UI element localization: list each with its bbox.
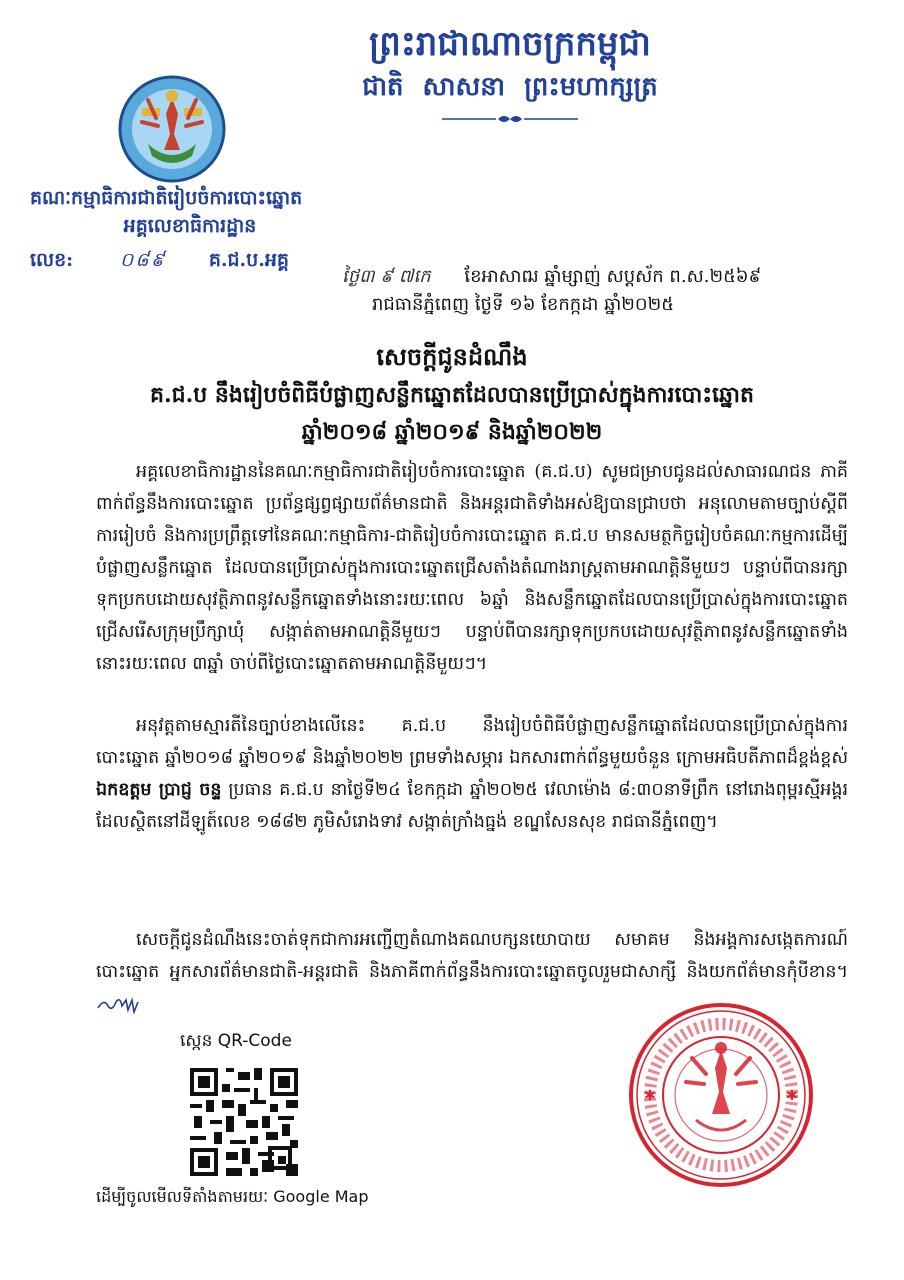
- document-subject-line-1: គ.ជ.ប នឹងរៀបចំពិធីបំផ្លាញសន្លឹកឆ្នោតដែលបានប្រើប្រាស់ក្នុងការបោះឆ្នោត: [150, 382, 754, 408]
- google-map-label: ដើម្បីចូលមើលទីតាំងតាមរយៈ Google Map: [96, 1187, 369, 1206]
- lunar-date: [342, 264, 842, 291]
- ornament-divider: [440, 112, 580, 126]
- lunar-date-text: ខែអាសាឍ ឆ្នាំម្សាញ់ សប្តស័ក ព.ស.២៥៦៩: [464, 266, 762, 287]
- qr-scan-label: ស្កេន QR-Code: [180, 1031, 292, 1051]
- document-subject-line-2: ឆ្នាំ២០១៨ ឆ្នាំ២០១៩ និងឆ្នាំ២០២២: [301, 419, 603, 445]
- paragraph-3-text: សេចក្តីជូនដំណឹងនេះចាត់ទុកជាការអញ្ជើញតំណាងគណបក្សនយោបាយ សមាគម និងអង្គការសង្កេតការណ៍បោះឆ្នោត អ្នកសារព័ត៌មានជាតិ-អន្តរជាតិ និងភាគីពាក់ព័ន្ធនឹងការបោះឆ្នោតចូលរួមជាសាក្សី និងយកព័ត៌មានកុំបីខាន។: [96, 930, 848, 982]
- reference-number: ០៨៩: [119, 249, 167, 271]
- nec-emblem-icon: [112, 74, 232, 184]
- paragraph-2-end: ប្រធាន គ.ជ.ប នាថ្ងៃទី២៤ ខែកក្កដា ឆ្នាំ២០២៥ វេលាម៉ោង ៨:៣០នាទីព្រឹក នៅរោងពុម្ពរស្មីអង្គរ ដែលស្ថិតនៅដីឡូត៍លេខ ១៨៨២ ភូមិសំរោងទាវ សង្កាត់ក្រាំងធ្នង់ ខណ្ឌសែនសុខ រាជធានីភ្នំពេញ។: [96, 780, 848, 832]
- reference-label: លេខ:: [30, 249, 74, 271]
- committee-name: គណៈកម្មាធិការជាតិរៀបចំការបោះឆ្នោត: [30, 187, 303, 209]
- body-paragraph-2: [96, 710, 848, 838]
- chairman-name: ឯកឧត្តម ប្រាជ្ញ ចន្ទ: [96, 780, 222, 800]
- document-title: សេចក្តីជូនដំណឹង: [376, 342, 528, 371]
- svg-text:✱: ✱: [644, 1088, 656, 1104]
- qr-code-icon[interactable]: [190, 1068, 298, 1176]
- lunar-date-handwritten: ថ្ងៃ៣ ៩ ៧កេ: [342, 266, 431, 287]
- body-paragraph-1: អគ្គលេខាធិការដ្ឋាននៃគណៈកម្មាធិការជាតិរៀបចំការបោះឆ្នោត (គ.ជ.ប) សូមជម្រាបជូនដល់សាធារណជន ភាគីពាក់ព័ន្ធនឹងការបោះឆ្នោត ប្រព័ន្ធផ្សព្វផ្សាយព័ត៌មានជាតិ និងអន្តរជាតិទាំងអស់ឱ្យបានជ្រាបថា អនុលោមតាមច្បាប់ស្តីពីការរៀបចំ និងការប្រព្រឹត្តទៅនៃគណៈកម្មាធិការ-ជាតិរៀបចំការបោះឆ្នោត គ.ជ.ប មានសមត្ថកិច្ចរៀបចំគណៈកម្មការដើម្បីបំផ្លាញសន្លឹកឆ្នោត ដែលបានប្រើប្រាស់ក្នុងការបោះឆ្នោតជ្រើសតាំងតំណាងរាស្ត្រតាមអាណត្តិនីមួយៗ បន្ទាប់ពីបានរក្សាទុកប្រកបដោយសុវត្ថិភាពនូវសន្លឹកឆ្នោតទាំងនោះរយៈពេល ៦ឆ្នាំ និងសន្លឹកឆ្នោតដែលបានប្រើប្រាស់ក្នុងការបោះឆ្នោតជ្រើសរើសក្រុមប្រឹក្សាឃុំ សង្កាត់តាមអាណត្តិនីមួយៗ បន្ទាប់ពីបានរក្សាទុកប្រកបដោយសុវត្ថិភាពនូវសន្លឹកឆ្នោតទាំងនោះរយៈពេល ៣ឆ្នាំ ចាប់ពីថ្ងៃបោះឆ្នោតតាមអាណត្តិនីមួយៗ។: [96, 462, 848, 674]
- secretariat-name: អគ្គលេខាធិការដ្ឋាន: [123, 215, 257, 237]
- kingdom-heading: ព្រះរាជាណាចក្រកម្ពុជា: [369, 24, 651, 64]
- svg-text:✱: ✱: [786, 1088, 798, 1104]
- national-motto: ជាតិ សាសនា ព្រះមហាក្សត្រ: [362, 72, 658, 102]
- official-seal-icon: [626, 1000, 816, 1190]
- solar-date: រាជធានីភ្នំពេញ ថ្ងៃទី ១៦ ខែកក្កដា ឆ្នាំ២០២៥: [372, 294, 674, 315]
- paragraph-2-start: អនុវត្តតាមស្មារតីនៃច្បាប់ខាងលើនេះ គ.ជ.ប នឹងរៀបចំពិធីបំផ្លាញសន្លឹកឆ្នោតដែលបានប្រើប្រាស់ក្នុងការបោះឆ្នោត ឆ្នាំ២០១៨ ឆ្នាំ២០១៩ និងឆ្នាំ២០២២ ព្រមទាំងសម្ភារ ឯកសារពាក់ព័ន្ធមួយចំនួន ក្រោមអធិបតីភាពដ៏ខ្ពង់ខ្ពស់: [96, 716, 848, 768]
- initials-signature-icon: [96, 996, 142, 1014]
- reference-row: [30, 248, 289, 278]
- reference-code: គ.ជ.ប.អគ្គ: [208, 249, 289, 271]
